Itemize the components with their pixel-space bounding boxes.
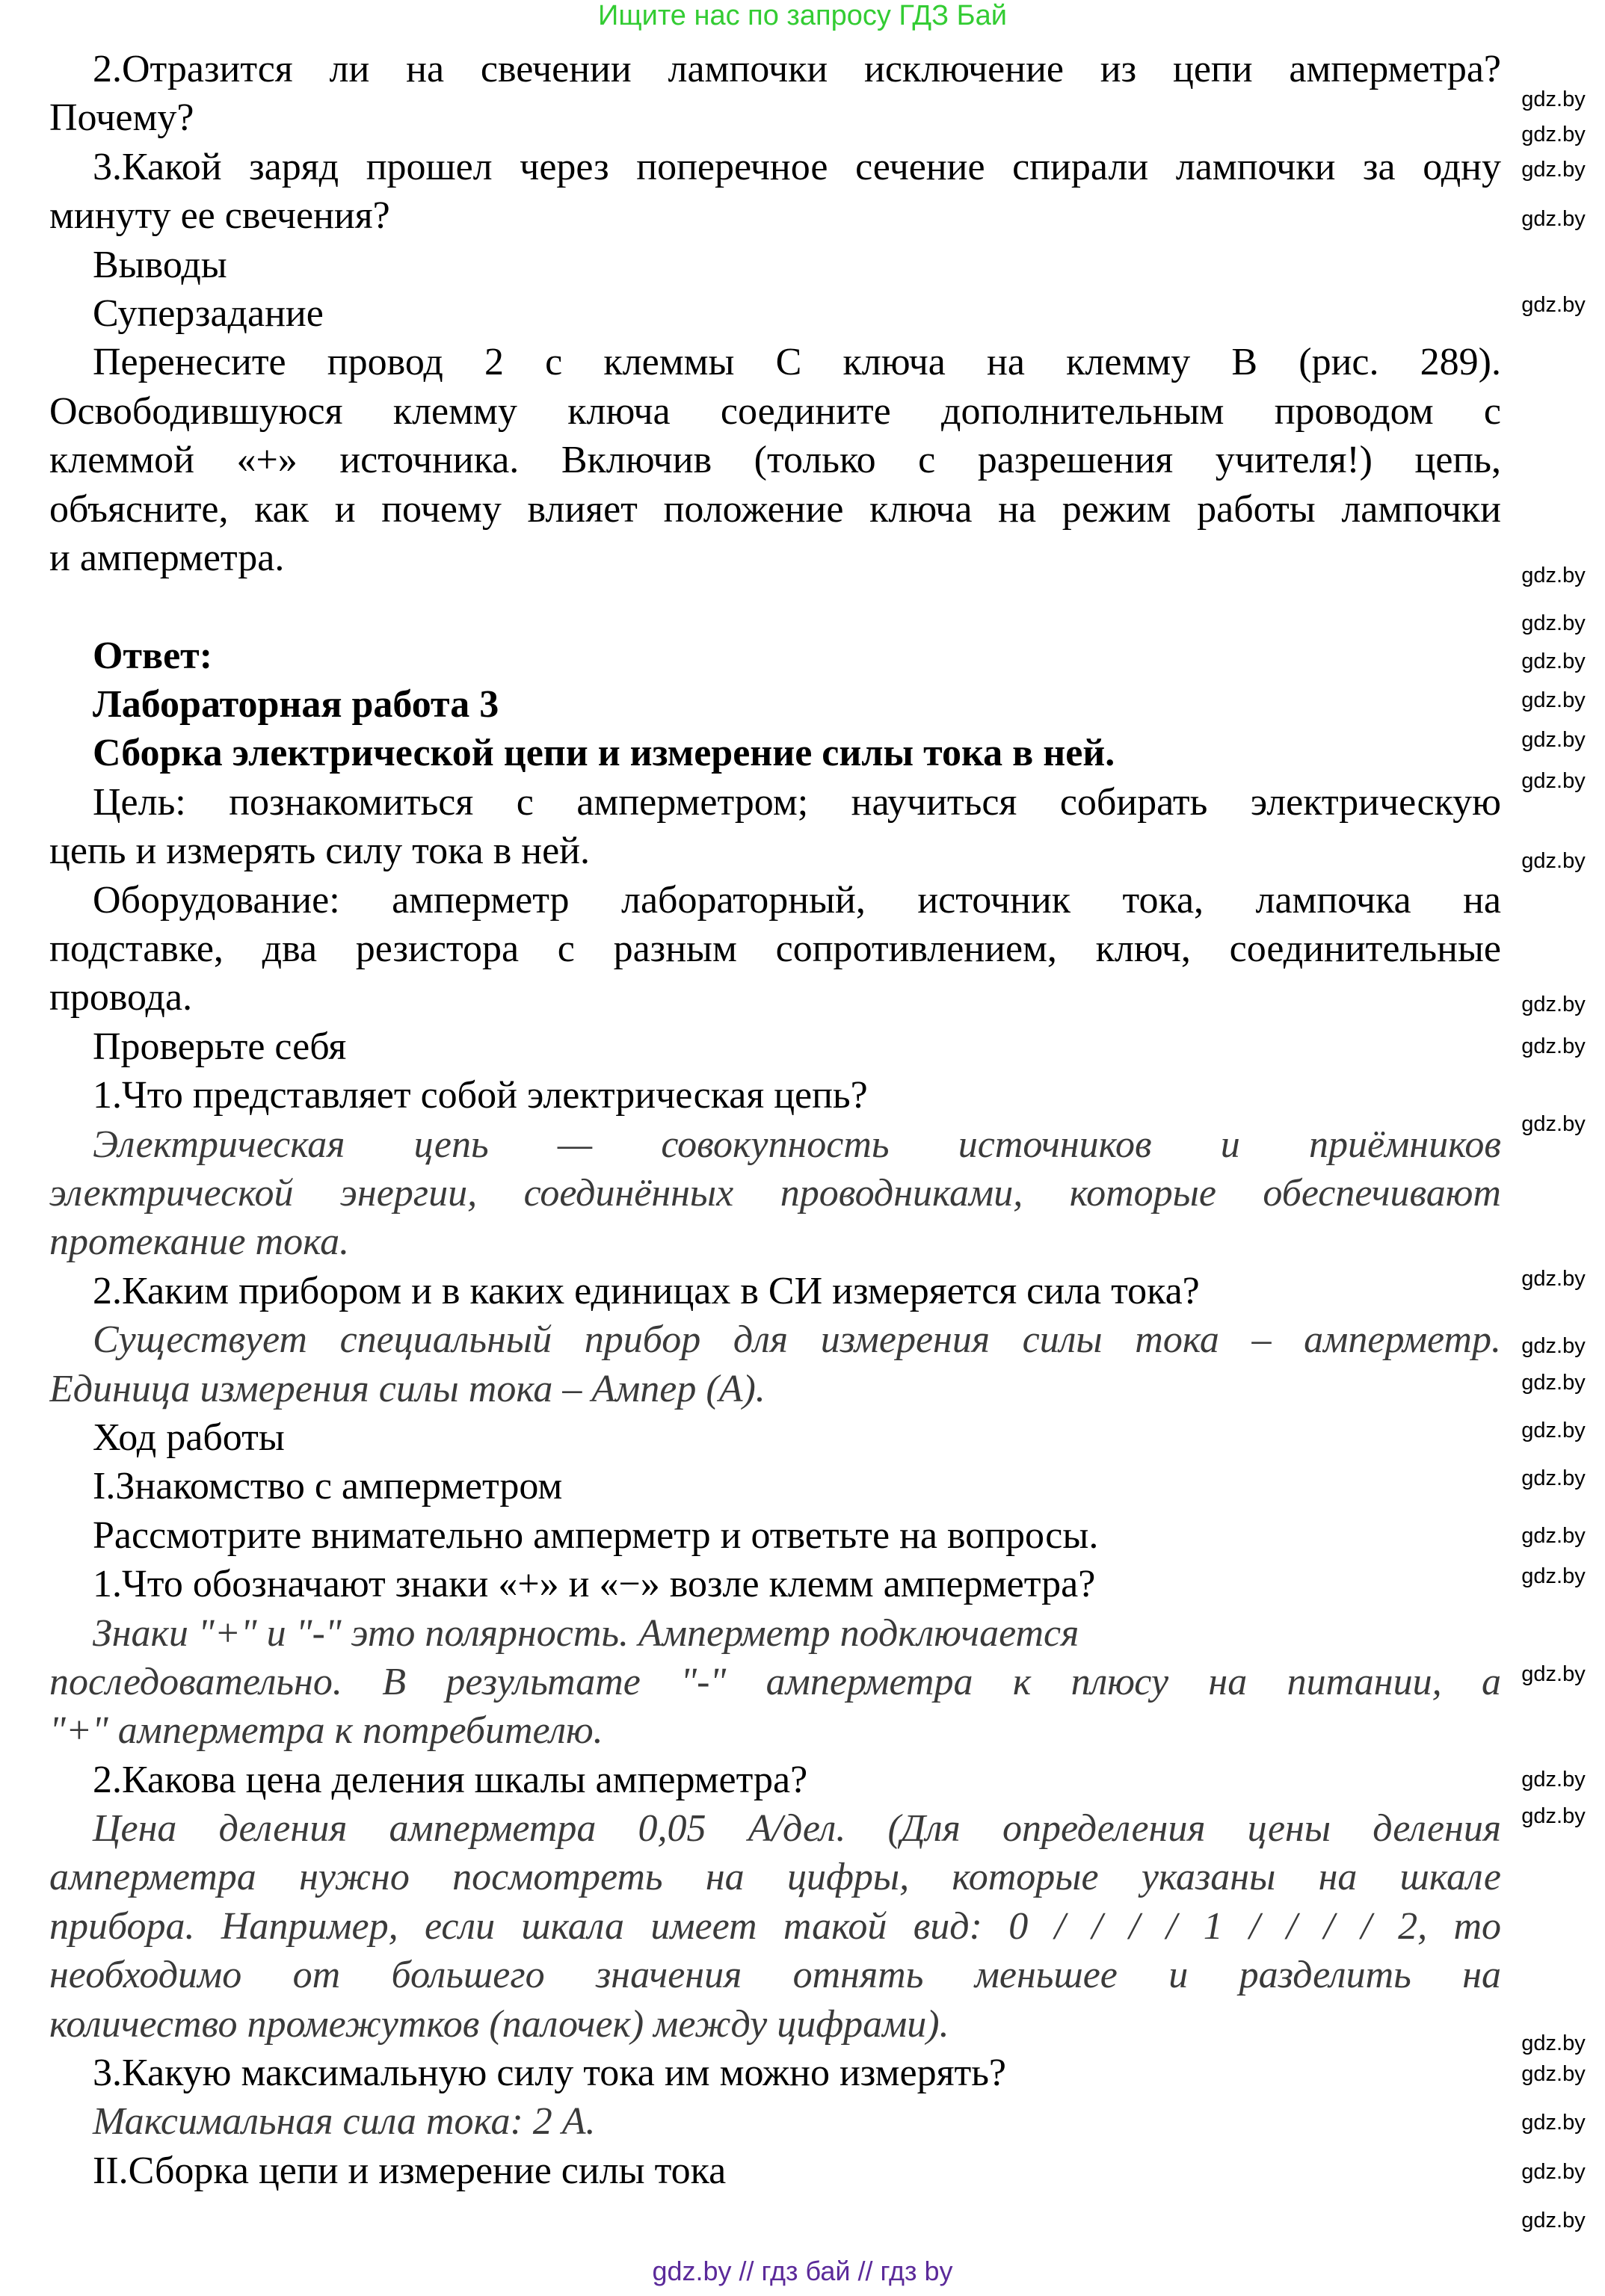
watermark: gdz.by (1521, 87, 1586, 111)
answer-line: "+" амперметра к потребителю. (49, 1709, 603, 1753)
answer-line: Рассмотрите внимательно амперметр и ответьте на вопросы. (93, 1513, 1099, 1557)
watermark: gdz.by (1521, 1804, 1586, 1828)
watermark: gdz.by (1521, 1662, 1586, 1686)
text-line (49, 582, 1501, 631)
answer-line: электрической энергии, соединённых проводниками, которые обеспечивают (49, 1171, 1501, 1215)
answer-line: Суперзадание (93, 291, 324, 335)
watermark: gdz.by (1521, 849, 1586, 873)
answer-line: 3.Какой заряд прошел через поперечное сечение спирали лампочки за одну (93, 145, 1501, 188)
watermark: gdz.by (1521, 769, 1586, 793)
watermark: gdz.by (1521, 2062, 1586, 2086)
answer-line: последовательно. В результате "-" амперметра к плюсу на питании, а (49, 1660, 1501, 1703)
text-line: Почему? (49, 96, 194, 140)
watermark: gdz.by (1521, 1112, 1586, 1136)
watermark: gdz.by (1521, 1334, 1586, 1358)
watermark: gdz.by (1521, 1419, 1586, 1442)
answer-line: амперметра нужно посмотреть на цифры, которые указаны на шкале (49, 1856, 1501, 1899)
answer-line: 3.Какую максимальную силу тока им можно измерять? (93, 2052, 1006, 2095)
search-banner[interactable]: Ищите нас по запросу ГДЗ Бай (598, 0, 1007, 31)
watermark: gdz.by (1521, 123, 1586, 146)
text-line: и амперметра. (49, 536, 285, 579)
answer-line: 2.Какова цена деления шкалы амперметра? (93, 1758, 808, 1801)
answer-line: прибора. Например, если шкала имеет такой вид: 0 / / / / 1 / / / / 2, то (49, 1904, 1501, 1948)
watermark: gdz.by (1521, 1267, 1586, 1291)
footer-links[interactable]: gdz.by // гдз бай // гдз by (652, 2256, 953, 2286)
watermark: gdz.by (1521, 1466, 1586, 1490)
answer-line: Выводы (93, 243, 227, 286)
answer-line: Перенесите провод 2 с клеммы С ключа на клемму В (рис. 289). (93, 341, 1501, 384)
watermark: gdz.by (1521, 2209, 1586, 2232)
answer-line: 1.Что обозначают знаки «+» и «−» возле клемм амперметра? (93, 1563, 1096, 1606)
answer-line: Цель: познакомиться с амперметром; научиться собирать электрическую (93, 780, 1501, 824)
watermark: gdz.by (1521, 1034, 1586, 1058)
answer-line: 2.Отразится ли на свечении лампочки исключение из цепи амперметра? (93, 48, 1501, 90)
answer-line: протекание тока. (49, 1220, 350, 1264)
answer-line: Электрическая цепь — совокупность источников и приёмников (93, 1123, 1501, 1166)
watermark: gdz.by (1521, 1768, 1586, 1792)
text-line: клеммой «+» источника. Включив (только с разрешения учителя!) цепь, (49, 439, 1501, 482)
watermark: gdz.by (1521, 611, 1586, 635)
watermark: gdz.by (1521, 2031, 1586, 2055)
document-body (49, 45, 1501, 2195)
answer-line: 2.Каким прибором и в каких единицах в СИ измеряется сила тока? (93, 1269, 1200, 1312)
watermark: gdz.by (1521, 688, 1586, 712)
answer-line: Проверьте себя (93, 1025, 347, 1068)
watermark: gdz.by (1521, 993, 1586, 1016)
answer-line: 1.Что представляет собой электрическая цепь? (93, 1074, 868, 1117)
heading-line: Лабораторная работа 3 (93, 683, 499, 726)
heading-line: Сборка электрической цепи и измерение силы тока в ней. (93, 732, 1115, 775)
answer-line: Максимальная сила тока: 2 А. (93, 2100, 596, 2144)
watermark: gdz.by (1521, 293, 1586, 317)
text-line: цепь и измерять силу тока в ней. (49, 830, 590, 873)
answer-line: Цена деления амперметра 0,05 А/дел. (Для определения цены деления (93, 1807, 1501, 1851)
answer-line: количество промежутков (палочек) между цифрами). (49, 2002, 949, 2046)
answer-line: необходимо от большего значения отнять меньшее и разделить на (49, 1954, 1501, 1997)
answer-line: I.Знакомство с амперметром (93, 1465, 563, 1508)
watermark: gdz.by (1521, 2111, 1586, 2135)
watermark: gdz.by (1521, 728, 1586, 752)
watermark: gdz.by (1521, 649, 1586, 673)
answer-line: Ход работы (93, 1416, 285, 1459)
watermark: gdz.by (1521, 2160, 1586, 2184)
answer-line: Оборудование: амперметр лабораторный, источник тока, лампочка на (93, 878, 1501, 922)
watermark: gdz.by (1521, 158, 1586, 182)
answer-line: II.Сборка цепи и измерение силы тока (93, 2149, 727, 2192)
watermark: gdz.by (1521, 1564, 1586, 1588)
text-line: подставке, два резистора с разным сопротивлением, ключ, соединительные (49, 928, 1501, 971)
watermark: gdz.by (1521, 564, 1586, 587)
text-line: объясните, как и почему влияет положение ключа на режим работы лампочки (49, 487, 1501, 531)
answer-line: Знаки "+" и "-" это полярность. Амперметр подключается (93, 1611, 1079, 1655)
watermark: gdz.by (1521, 1524, 1586, 1548)
answer-line: Единица измерения силы тока – Ампер (А). (49, 1367, 765, 1410)
heading-line: Ответ: (93, 634, 213, 677)
watermark: gdz.by (1521, 1371, 1586, 1395)
watermark: gdz.by (1521, 207, 1586, 231)
answer-line: Существует специальный прибор для измерения силы тока – амперметр. (93, 1318, 1501, 1362)
text-line: минуту ее свечения? (49, 194, 390, 238)
text-line: провода. (49, 976, 193, 1019)
text-line: Освободившуюся клемму ключа соедините дополнительным проводом с (49, 389, 1501, 433)
